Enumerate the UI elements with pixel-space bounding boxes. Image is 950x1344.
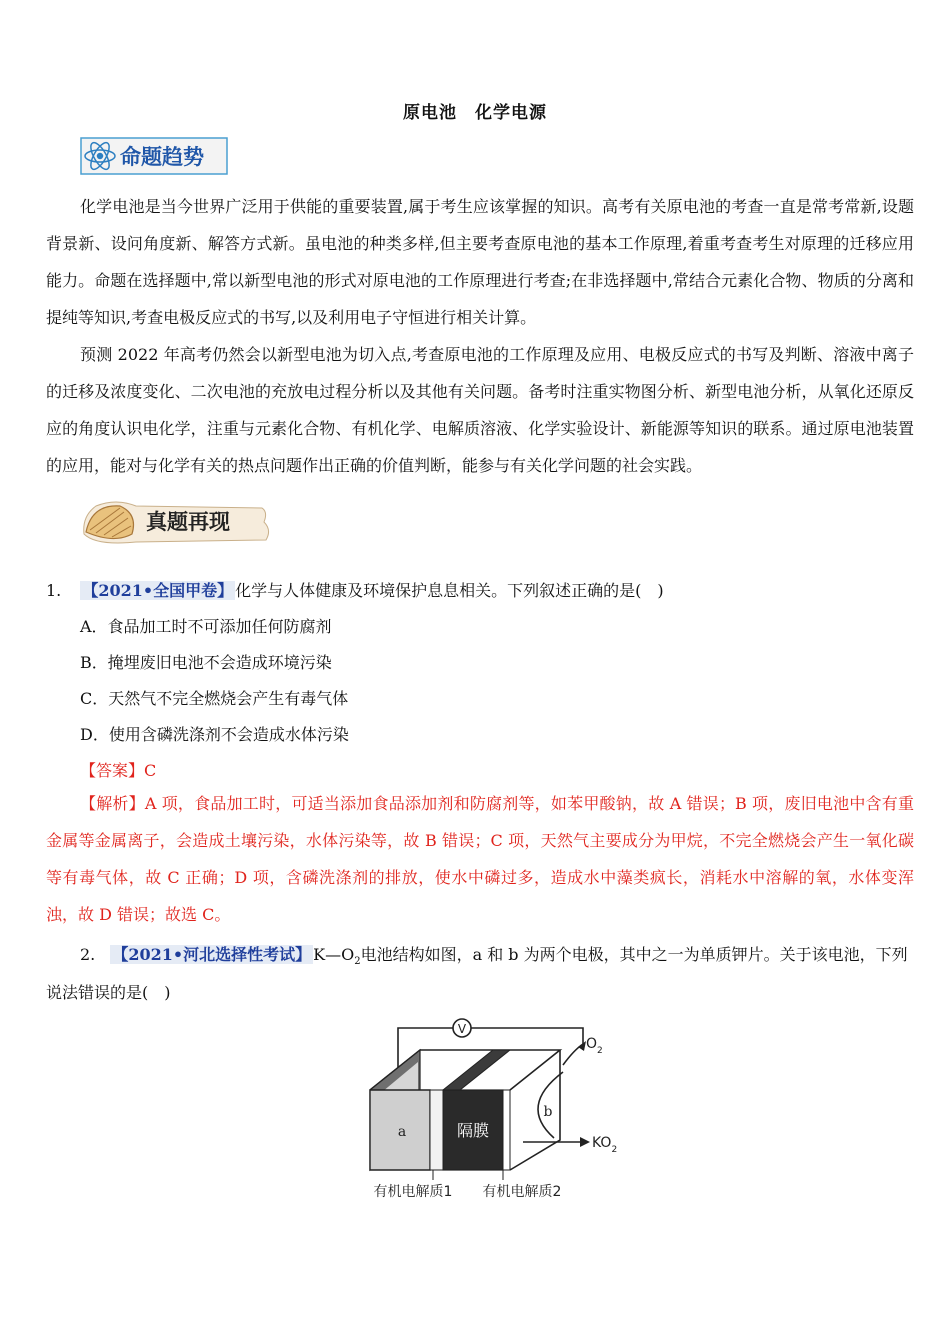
electrode-b-label: b: [543, 1104, 553, 1120]
voltmeter: [453, 1019, 471, 1037]
question-2-line2: 说法错误的是( ): [46, 983, 171, 1002]
page-title: 原电池 化学电源: [403, 103, 547, 123]
membrane-label: 隔膜: [456, 1121, 490, 1140]
question-number: 1.: [46, 581, 62, 600]
battery-diagram: [358, 1010, 628, 1210]
trend-banner: [80, 135, 230, 177]
answer-line: 【答案】C: [80, 761, 157, 780]
question-stem: 化学与人体健康及环境保护息息相关。下列叙述正确的是( ): [235, 581, 664, 600]
question-number: 2.: [80, 945, 96, 964]
membrane: [443, 1050, 510, 1090]
trend-paragraph-1: 化学电池是当今世界广泛用于供能的重要装置,属于考生应该掌握的知识。高考有关原电池的考查一直是常考常新,设题背景新、设问角度新、解答方式新。虽电池的种类多样,但主要考查原电池的基本工作原理,着重考查考生对原理的迁移应用能力。命题在选择题中,常以新型电池的形式对原电池的工作原理进行考查;在非选择题中,常结合元素化合物、物质的分离和提纯等知识,考查电极反应式的书写,以及利用电子守恒进行相关计算。: [46, 197, 914, 327]
electrolyte-2-label: 有机电解质2: [482, 1184, 562, 1200]
ko2-label: $KO_2$: [592, 1135, 618, 1155]
trend-paragraph-2: 预测 2022 年高考仍然会以新型电池为切入点,考查原电池的工作原理及应用、电极反应式的书写及判断、溶液中离子的迁移及浓度变化、二次电池的充放电过程分析以及其他有关问题。备考时注重实物图分析、新型电池分析，从氧化还原反应的角度认识电化学，注重与元素化合物、有机化学、电解质溶液、化学实验设计、新能源等知识的联系。通过原电池装置的应用，能对与化学有关的热点问题作出正确的价值判断，能参与有关化学问题的社会实践。: [46, 345, 914, 475]
electrolyte-1-label: 有机电解质1: [373, 1184, 453, 1200]
question-stem-prefix: K—O: [313, 945, 355, 964]
real-exam-banner: [76, 494, 276, 550]
o2-label: $O_2$: [586, 1036, 603, 1056]
analysis-paragraph: 【解析】A 项，食品加工时，可适当添加食品添加剂和防腐剂等，如苯甲酸钠，故 A 错误；B 项，废旧电池中含有重金属等金属离子，会造成土壤污染，水体污染等，故 B 错误；C 项，天然气主要成分为甲烷，不完全燃烧会产生一氧化碳等有毒气体，故 C 正确；D 项，含磷洗涤剂的排放，使水中磷过多，造成水中藻类疯长，消耗水中溶解的氧，水体变浑浊，故 D 错误；故选 C。: [46, 794, 914, 924]
box-back-right: [510, 1050, 560, 1170]
option-b: B．掩埋废旧电池不会造成环境污染: [80, 653, 332, 672]
source-tag: 【2021•河北选择性考试】: [112, 945, 312, 964]
wire: [471, 1028, 583, 1050]
trend-banner-label: 命题趋势: [120, 145, 204, 169]
real-exam-banner-label: 真题再现: [146, 509, 230, 534]
option-d: D．使用含磷洗涤剂不会造成水体污染: [80, 725, 349, 744]
source-tag: 【2021•全国甲卷】: [82, 581, 234, 600]
question-2-header: [80, 942, 908, 967]
question-1-header: [46, 578, 664, 601]
question-stem-subscript: 2: [354, 956, 361, 968]
question-stem: 电池结构如图，a 和 b 为两个电极，其中之一为单质钾片。关于该电池，下列: [360, 945, 908, 964]
electrode-a-label: a: [397, 1124, 407, 1140]
option-c: C．天然气不完全燃烧会产生有毒气体: [80, 689, 349, 708]
voltmeter-label: V: [457, 1022, 467, 1036]
option-a: A．食品加工时不可添加任何防腐剂: [80, 617, 332, 636]
